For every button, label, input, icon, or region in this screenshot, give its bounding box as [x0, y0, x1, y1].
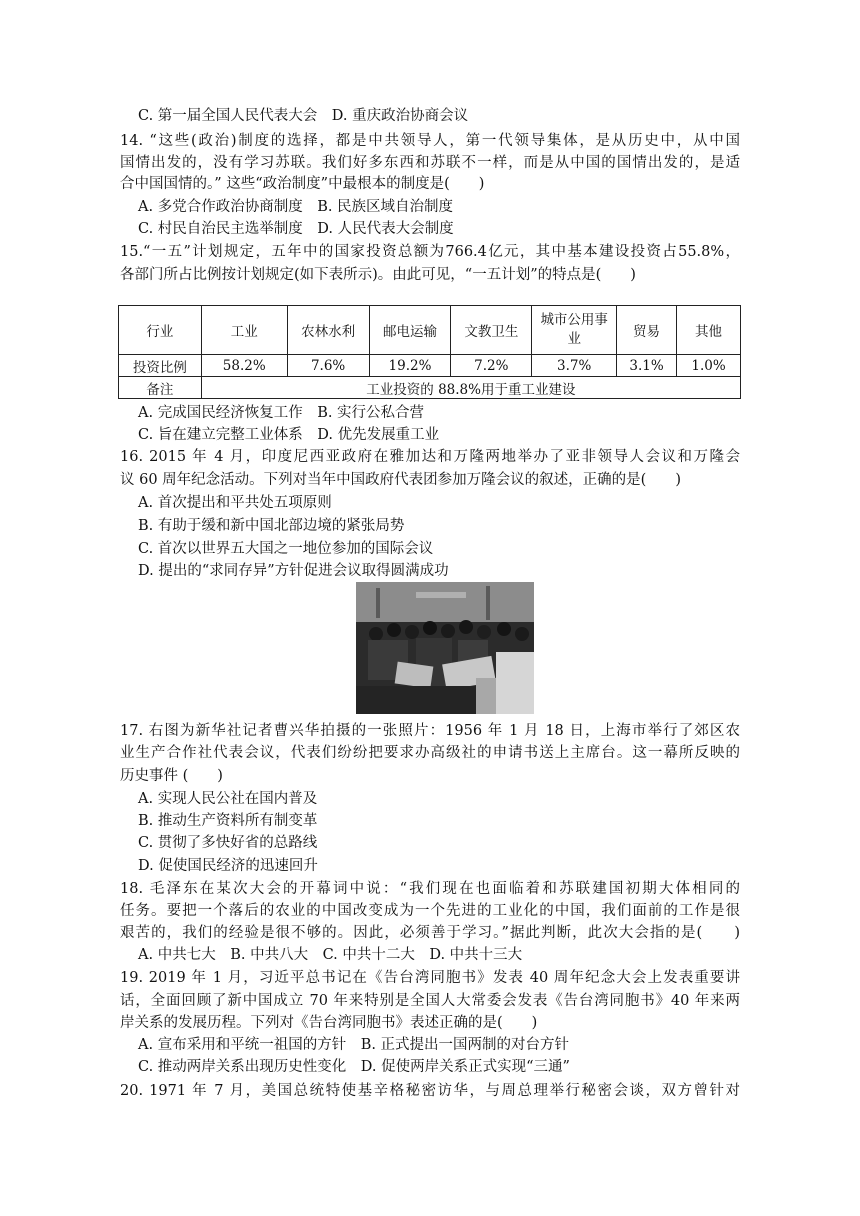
q16-option-b: B. 有助于缓和新中国北部边境的紧张局势 — [138, 518, 405, 534]
table-header-cell: 其他 — [677, 306, 741, 355]
q16-option-d: D. 提出的“求同存异”方针促进会议取得圆满成功 — [138, 563, 449, 579]
investment-table — [118, 305, 741, 399]
q14-options-ab: A. 多党合作政治协商制度 B. 民族区域自治制度 — [138, 199, 454, 215]
q19-stem-line3: 岸关系的发展历程。下列对《告台湾同胞书》表述正确的是( ) — [120, 1015, 538, 1031]
q19-stem-line2: 话，全面回顾了新中国成立 70 年来特别是全国人大常委会发表《告台湾同胞书》40 年来两 — [120, 993, 740, 1009]
meeting-photo — [356, 582, 534, 714]
meeting-photo-image — [356, 582, 534, 714]
q19-stem-line1: 19. 2019 年 1 月，习近平总书记在《告台湾同胞书》发表 40 周年纪念大会上发表重要讲 — [120, 970, 740, 986]
q16-option-c: C. 首次以世界五大国之一地位参加的国际会议 — [138, 541, 434, 557]
table-header-row — [119, 306, 741, 355]
table-cell: 投资比例 — [119, 355, 202, 377]
q13-options-cd: C. 第一届全国人民代表大会 D. 重庆政治协商会议 — [138, 108, 469, 124]
table-cell: 3.1% — [617, 355, 677, 377]
q18-options: A. 中共七大 B. 中共八大 C. 中共十二大 D. 中共十三大 — [138, 947, 523, 963]
table-header-cell: 工业 — [201, 306, 287, 355]
table-note-text: 工业投资的 88.8%用于重工业建设 — [201, 377, 740, 399]
table-header-cell: 贸易 — [617, 306, 677, 355]
table-cell: 7.6% — [287, 355, 369, 377]
table-cell: 1.0% — [677, 355, 741, 377]
table-row — [119, 355, 741, 377]
q17-stem-line1: 17. 右图为新华社记者曹兴华拍摄的一张照片：1956 年 1 月 18 日，上海市举行了郊区农 — [120, 723, 740, 739]
q14-options-cd: C. 村民自治民主选举制度 D. 人民代表大会制度 — [138, 221, 454, 237]
q16-stem-line1: 16. 2015 年 4 月，印度尼西亚政府在雅加达和万隆两地举办了亚非领导人会议和万隆会 — [120, 449, 740, 465]
q14-stem-line2: 国情出发的，没有学习苏联。我们好多东西和苏联不一样，而是从中国的国情出发的，是适 — [120, 155, 740, 171]
q17-option-d: D. 促使国民经济的迅速回升 — [138, 858, 318, 874]
table-header-cell: 文教卫生 — [451, 306, 532, 355]
table-header-cell: 农林水利 — [287, 306, 369, 355]
table-cell: 7.2% — [451, 355, 532, 377]
q17-stem-line2: 业生产合作社代表会议，代表们纷纷把要求办高级社的申请书送上主席台。这一幕所反映的 — [120, 745, 740, 761]
table-header-cell: 城市公用事业 — [532, 306, 617, 355]
q17-option-a: A. 实现人民公社在国内普及 — [138, 791, 318, 807]
q19-options-ab: A. 宣布采用和平统一祖国的方针 B. 正式提出一国两制的对台方针 — [138, 1037, 570, 1053]
table-cell: 58.2% — [201, 355, 287, 377]
q15-options-cd: C. 旨在建立完整工业体系 D. 优先发展重工业 — [138, 427, 440, 443]
table-header-cell: 邮电运输 — [369, 306, 451, 355]
q17-option-c: C. 贯彻了多快好省的总路线 — [138, 835, 318, 851]
q16-option-a: A. 首次提出和平共处五项原则 — [138, 495, 332, 511]
q15-stem-line1: 15.“一五”计划规定，五年中的国家投资总额为766.4亿元，其中基本建设投资占55.8%， — [120, 244, 740, 260]
q18-stem-line2: 任务。要把一个落后的农业的中国改变成为一个先进的工业化的中国，我们面前的工作是很 — [120, 903, 740, 919]
q16-stem-line2: 议 60 周年纪念活动。下列对当年中国政府代表团参加万隆会议的叙述，正确的是( ) — [120, 472, 681, 488]
q15-stem-line2: 各部门所占比例按计划规定(如下表所示)。由此可见，“一五计划”的特点是( ) — [120, 267, 636, 283]
q18-stem-line1: 18. 毛泽东在某次大会的开幕词中说：“我们现在也面临着和苏联建国初期大体相同的 — [120, 881, 740, 897]
q19-options-cd: C. 推动两岸关系出现历史性变化 D. 促使两岸关系正式实现“三通” — [138, 1059, 570, 1075]
table-cell: 3.7% — [532, 355, 617, 377]
q18-stem-line3: 艰苦的，我们的经验是很不够的。因此，必须善于学习。”据此判断，此次大会指的是( ) — [120, 925, 740, 941]
q17-option-b: B. 推动生产资料所有制变革 — [138, 813, 318, 829]
table-header-cell: 行业 — [119, 306, 202, 355]
q14-stem-line1: 14. “这些(政治)制度的选择，都是中共领导人，第一代领导集体，是从历史中，从中国 — [120, 133, 740, 149]
table-note-row — [119, 377, 741, 399]
table-note-label: 备注 — [119, 377, 202, 399]
q17-stem-line3: 历史事件 ( ) — [120, 768, 223, 784]
q14-stem-line3: 合中国国情的。” 这些“政治制度”中最根本的制度是( ) — [120, 176, 485, 192]
q15-options-ab: A. 完成国民经济恢复工作 B. 实行公私合营 — [138, 405, 425, 421]
q20-stem-line1: 20. 1971 年 7 月，美国总统特使基辛格秘密访华，与周总理举行秘密会谈，双方曾针对 — [120, 1083, 740, 1099]
table-cell: 19.2% — [369, 355, 451, 377]
